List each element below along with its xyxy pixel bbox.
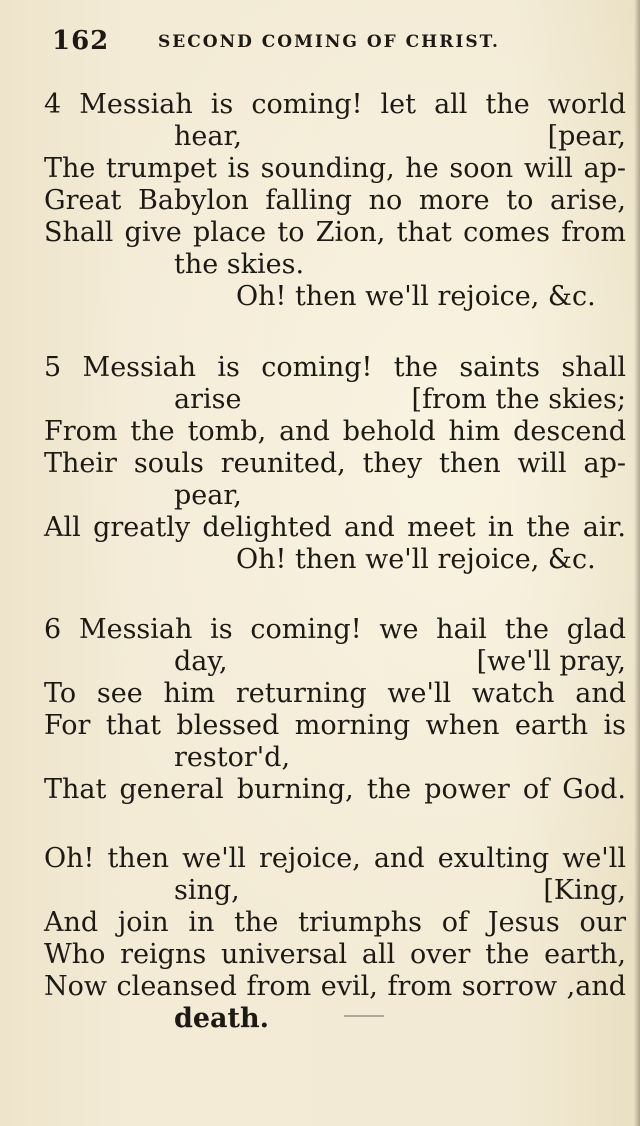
verse-line-text: 6 Messiah is coming! we hail the glad	[44, 614, 626, 645]
running-title: SECOND COMING OF CHRIST.	[158, 32, 500, 52]
verse-line	[44, 153, 626, 185]
verse-line-text: 5 Messiah is coming! the saints shall	[44, 352, 626, 383]
verse-line	[44, 480, 626, 512]
verse-line-text: The trumpet is sounding, he soon will ap-	[44, 153, 626, 184]
verse-line	[44, 907, 626, 939]
verse-line	[44, 875, 626, 907]
verse-line	[44, 249, 626, 281]
page-number: 162	[52, 26, 110, 56]
verse-line-text: Oh! then we'll rejoice, and exulting we'll	[44, 843, 626, 874]
verse-line-text: restor'd,	[174, 742, 291, 773]
verse-line-text: Oh! then we'll rejoice, &c.	[236, 281, 596, 312]
turnover-bracket: [we'll pray,	[476, 646, 626, 677]
verse-line-text: Oh! then we'll rejoice, &c.	[236, 544, 596, 575]
verse-line	[44, 939, 626, 971]
stanza-6	[44, 614, 626, 806]
verse-line	[44, 384, 626, 416]
verse-line-text: From the tomb, and behold him descend	[44, 416, 626, 447]
end-ornament	[344, 1015, 384, 1017]
turnover-bracket: [from the skies;	[411, 384, 626, 415]
verse-line-text: Their souls reunited, they then will ap-	[44, 448, 626, 479]
verse-line-text: pear,	[174, 480, 242, 511]
verse-line	[44, 774, 626, 806]
verse-line-text: Great Babylon falling no more to arise,	[44, 185, 626, 216]
verse-line	[44, 710, 626, 742]
verse-line	[44, 217, 626, 249]
verse-line	[44, 614, 626, 646]
verse-line	[44, 352, 626, 384]
turnover-bracket: [pear,	[547, 121, 626, 152]
stanza-4	[44, 89, 626, 313]
verse-line-text: death.	[174, 1003, 270, 1034]
verse-line-text: Shall give place to Zion, that comes from	[44, 217, 626, 248]
verse-line-text: the skies.	[174, 249, 305, 280]
verse-line-text: And join in the triumphs of Jesus our	[44, 907, 626, 938]
verse-line	[44, 121, 626, 153]
verse-line-text: day,	[174, 646, 228, 677]
turnover-bracket: [King,	[543, 875, 626, 906]
verse-line-text: hear,	[174, 121, 242, 152]
verse-line	[44, 1003, 626, 1035]
verse-line	[44, 416, 626, 448]
verse-line	[44, 512, 626, 544]
verse-line	[44, 89, 626, 121]
verse-line-text: arise	[174, 384, 242, 415]
verse-line-text: Now cleansed from evil, from sorrow ,and	[44, 971, 626, 1002]
verse-line	[44, 678, 626, 710]
verse-line	[44, 971, 626, 1003]
refrain-stanza	[44, 843, 626, 1035]
verse-line	[44, 742, 626, 774]
stanza-5	[44, 352, 626, 576]
verse-line-text: 4 Messiah is coming! let all the world	[44, 89, 626, 120]
verse-line	[44, 544, 626, 576]
page-edge-shadow	[634, 0, 640, 1126]
verse-line-text: Who reigns universal all over the earth,	[44, 939, 626, 970]
verse-line-text: To see him returning we'll watch and	[44, 678, 626, 709]
verse-line-text: All greatly delighted and meet in the air.	[44, 512, 626, 543]
verse-line	[44, 843, 626, 875]
verse-line-text: For that blessed morning when earth is	[44, 710, 626, 741]
verse-line	[44, 646, 626, 678]
verse-line	[44, 281, 626, 313]
verse-line	[44, 448, 626, 480]
running-head	[52, 26, 592, 60]
verse-line-text: That general burning, the power of God.	[44, 774, 626, 805]
verse-line	[44, 185, 626, 217]
verse-line-text: sing,	[174, 875, 240, 906]
